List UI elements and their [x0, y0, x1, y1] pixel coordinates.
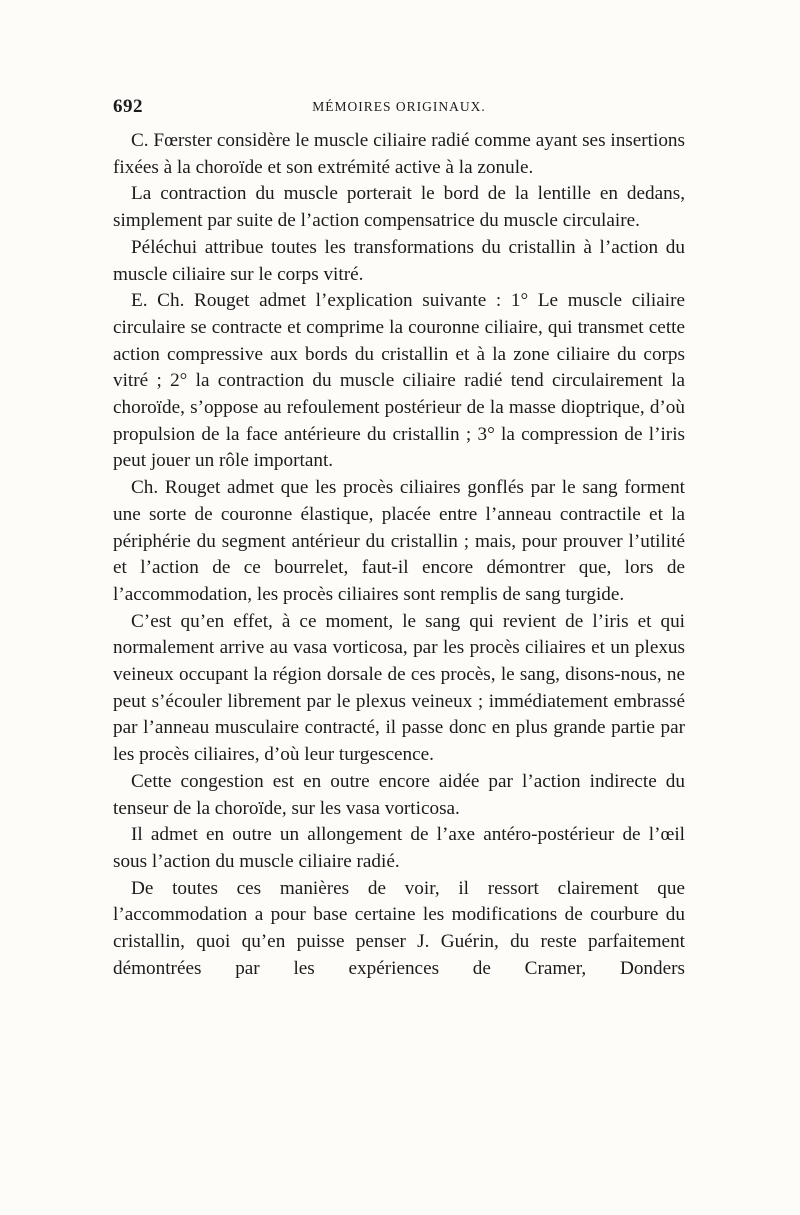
paragraph-foerster: C. Fœrster considère le muscle ciliaire radié comme ayant ses insertions fixées à la choroïde et son extrémité active à la zonule.	[113, 130, 685, 178]
paragraph-pelechui: Péléchui attribue toutes les transformations du cristallin à l’action du muscle ciliaire sur le corps vitré.	[113, 236, 685, 285]
book-page	[113, 96, 685, 983]
paragraph-rouget-proces: Ch. Rouget admet que les procès ciliaires gonflés par le sang forment une sorte de couronne élastique, placée entre l’anneau contractile et la périphérie du segment antérieur du cristallin ; mais, pour prouver l’utilité et l’action de ce bourrelet, faut-il encore démontrer que, lors de l’accommodation, les procès ciliaires sont remplis de sang turgide.	[113, 477, 685, 605]
paragraph-rouget-explanation: E. Ch. Rouget admet l’explication suivante : 1° Le muscle ciliaire circulaire se contracte et comprime la couronne ciliaire, qui transmet cette action compressive aux bords du cristallin et à la zone ciliaire du corps vitré ; 2° la contraction du muscle ciliaire radié tend circulairement la choroïde, s’oppose au refoulement postérieur de la masse dioptrique, d’où propulsion de la face antérieure du cristallin ; 3° la compression de l’iris peut jouer un rôle important.	[113, 290, 685, 472]
body-text	[113, 128, 685, 983]
paragraph-sang: C’est qu’en effet, à ce moment, le sang qui revient de l’iris et qui normalement arrive au vasa vorticosa, par les procès ciliaires et un plexus veineux occupant la région dorsale de ces procès, le sang, disons-nous, ne peut s’écouler librement par le plexus veineux ; immédiatement embrassé par l’anneau musculaire contracté, il passe donc en plus grande partie par les procès ciliaires, d’où leur turgescence.	[113, 610, 685, 766]
paragraph-allongement: Il admet en outre un allongement de l’axe antéro-postérieur de l’œil sous l’action du muscle ciliaire radié.	[113, 824, 685, 872]
paragraph-congestion: Cette congestion est en outre encore aidée par l’action indirecte du tenseur de la choroïde, sur les vasa vorticosa.	[113, 770, 685, 819]
page-number: 692	[113, 96, 143, 117]
paragraph-conclusion: De toutes ces manières de voir, il ressort clairement que l’accommodation a pour base certaine les modifications de courbure du cristallin, quoi qu’en puisse penser J. Guérin, du reste parfaitement démontrées par les expériences de Cramer, Donders	[113, 877, 685, 979]
running-head	[113, 96, 685, 126]
paragraph-contraction: La contraction du muscle porterait le bord de la lentille en dedans, simplement par suite de l’action compensatrice du muscle circulaire.	[113, 183, 685, 232]
running-title: MÉMOIRES ORIGINAUX.	[312, 99, 486, 114]
